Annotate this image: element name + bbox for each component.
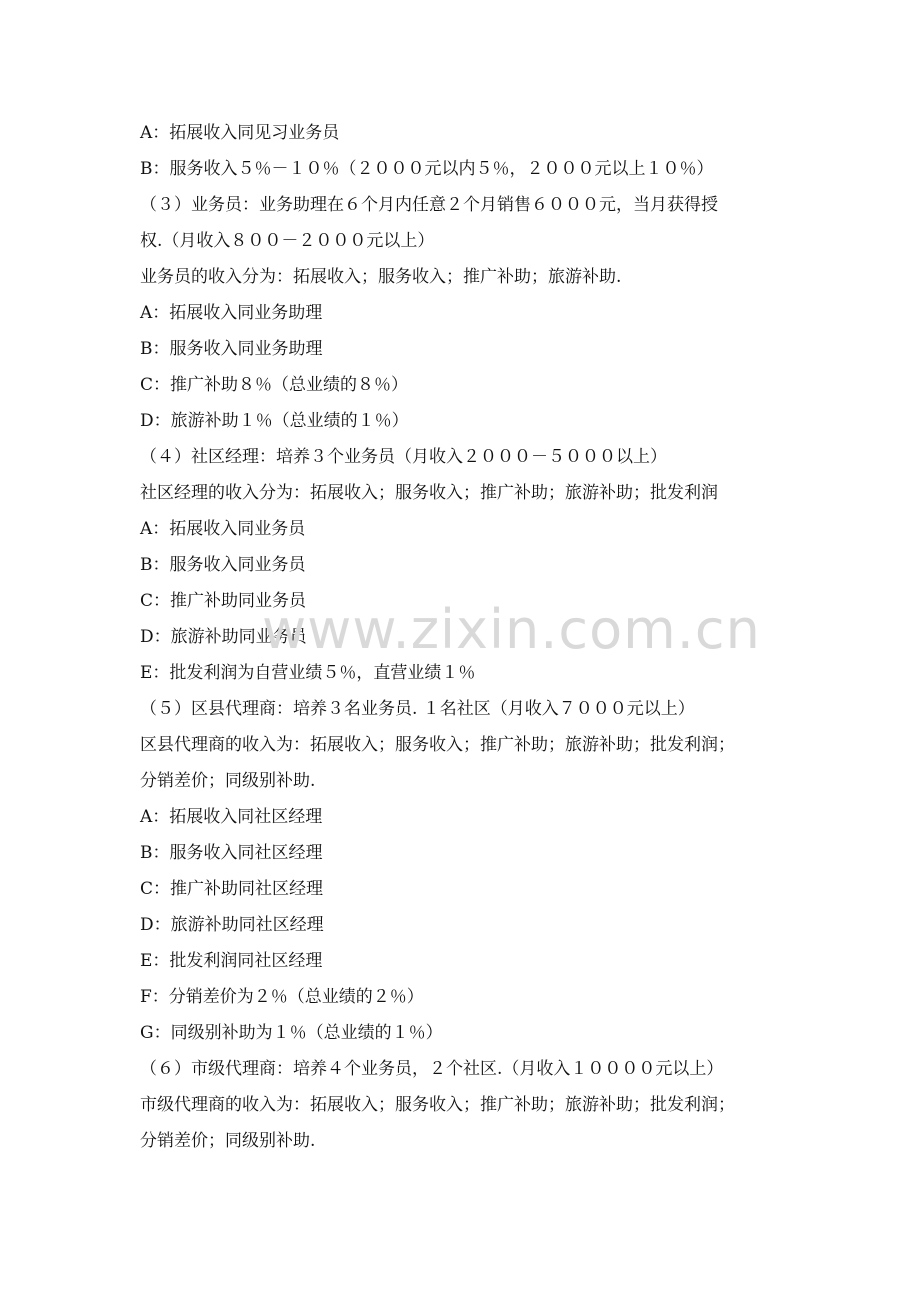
- text-line: C：推广补助同社区经理: [140, 879, 324, 899]
- text-line: E：批发利润为自营业绩５％，直营业绩１％: [140, 663, 476, 683]
- text-line: A：拓展收入同社区经理: [140, 807, 323, 827]
- text-line: D：旅游补助同业务员: [140, 627, 307, 647]
- text-line: 分销差价；同级别补助.: [140, 771, 316, 791]
- text-line: 业务员的收入分为：拓展收入；服务收入；推广补助；旅游补助.: [140, 267, 622, 287]
- text-line: D：旅游补助１％（总业绩的１％）: [140, 411, 409, 431]
- text-line: A：拓展收入同业务助理: [140, 303, 323, 323]
- text-line: （３）业务员：业务助理在６个月内任意２个月销售６０００元，当月获得授: [140, 195, 718, 215]
- text-line: （５）区县代理商：培养３名业务员. １名社区（月收入７０００元以上）: [140, 699, 695, 719]
- text-line: A：拓展收入同见习业务员: [140, 123, 340, 143]
- text-line: （４）社区经理：培养３个业务员（月收入２０００－５０００以上）: [140, 447, 667, 467]
- text-line: C：推广补助８％（总业绩的８％）: [140, 375, 409, 395]
- text-line: D：旅游补助同社区经理: [140, 915, 324, 935]
- text-line: 市级代理商的收入为：拓展收入；服务收入；推广补助；旅游补助；批发利润；: [140, 1095, 735, 1115]
- text-line: 分销差价；同级别补助.: [140, 1131, 316, 1151]
- text-line: B：服务收入同业务助理: [140, 339, 323, 359]
- text-line: 区县代理商的收入为：拓展收入；服务收入；推广补助；旅游补助；批发利润；: [140, 735, 735, 755]
- text-line: F：分销差价为２％（总业绩的２％）: [140, 987, 424, 1007]
- text-line: A：拓展收入同业务员: [140, 519, 306, 539]
- text-line: B：服务收入５％－１０％（２０００元以内５％，２０００元以上１０％）: [140, 159, 714, 179]
- text-line: G：同级别补助为１％（总业绩的１％）: [140, 1023, 443, 1043]
- text-line: B：服务收入同业务员: [140, 555, 306, 575]
- text-line: B：服务收入同社区经理: [140, 843, 323, 863]
- text-line: E：批发利润同社区经理: [140, 951, 323, 971]
- text-line: （６）市级代理商：培养４个业务员，２个社区.（月收入１００００元以上）: [140, 1059, 724, 1079]
- text-line: C：推广补助同业务员: [140, 591, 307, 611]
- text-line: 权.（月收入８００－２０００元以上）: [140, 231, 435, 251]
- text-line: 社区经理的收入分为：拓展收入；服务收入；推广补助；旅游补助；批发利润: [140, 483, 718, 503]
- watermark: www.zixin.com.cn: [262, 598, 761, 661]
